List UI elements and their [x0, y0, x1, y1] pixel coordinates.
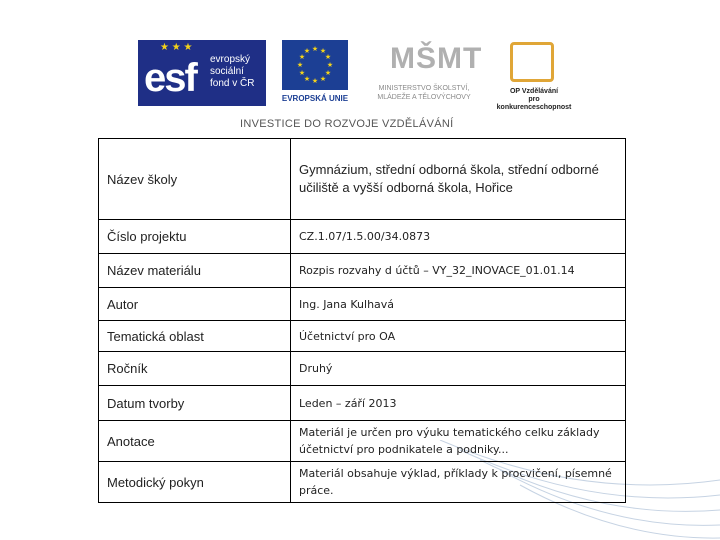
- svg-text:★: ★: [319, 75, 327, 83]
- info-table: [98, 138, 626, 503]
- svg-text:★: ★: [303, 47, 311, 55]
- table-row: [99, 288, 626, 321]
- star-icon: ★ ★ ★: [160, 42, 193, 53]
- svg-text:★: ★: [319, 47, 327, 55]
- banner-caption: INVESTICE DO ROZVOJE VZDĚLÁVÁNÍ: [240, 118, 454, 130]
- table-row: [99, 386, 626, 421]
- msmt-logo-mark: MŠMT: [390, 42, 483, 75]
- row-label: Tematická oblast: [99, 321, 291, 352]
- row-value: Druhý: [291, 352, 626, 386]
- svg-text:★: ★: [324, 69, 332, 77]
- row-value: Materiál obsahuje výklad, příklady k procvičení, písemné práce.: [291, 462, 626, 503]
- svg-text:★: ★: [303, 75, 311, 83]
- logo-banner: [136, 40, 586, 132]
- row-label: Datum tvorby: [99, 386, 291, 421]
- eu-stars-icon: [282, 40, 348, 90]
- row-value: Účetnictví pro OA: [291, 321, 626, 352]
- eu-logo-text: EVROPSKÁ UNIE: [281, 94, 349, 103]
- row-value: CZ.1.07/1.5.00/34.0873: [291, 220, 626, 254]
- row-label: Anotace: [99, 421, 291, 462]
- row-label: Název školy: [99, 139, 291, 220]
- svg-text:★: ★: [296, 61, 304, 69]
- op-logo-icon: [510, 42, 554, 82]
- row-value: Leden – září 2013: [291, 386, 626, 421]
- table-row: [99, 462, 626, 503]
- row-label: Název materiálu: [99, 254, 291, 288]
- row-label: Číslo projektu: [99, 220, 291, 254]
- row-label: Autor: [99, 288, 291, 321]
- svg-text:★: ★: [311, 77, 319, 85]
- table-row: [99, 352, 626, 386]
- svg-text:★: ★: [324, 53, 332, 61]
- row-value: Ing. Jana Kulhavá: [291, 288, 626, 321]
- table-row: [99, 139, 626, 220]
- svg-text:★: ★: [298, 53, 306, 61]
- op-logo: [496, 40, 572, 111]
- table-row: [99, 421, 626, 462]
- svg-text:★: ★: [311, 45, 319, 53]
- eu-logo: [282, 40, 348, 106]
- table-row: [99, 254, 626, 288]
- table-row: [99, 220, 626, 254]
- op-logo-text: OP Vzdělávání pro konkurenceschopnost: [496, 88, 572, 111]
- row-label: Metodický pokyn: [99, 462, 291, 503]
- row-value: Gymnázium, střední odborná škola, střední odborné učiliště a vyšší odborná škola, Hořice: [291, 139, 626, 220]
- esf-logo: [138, 40, 266, 106]
- svg-text:★: ★: [298, 69, 306, 77]
- msmt-logo: [368, 40, 483, 106]
- row-value: Rozpis rozvahy d účtů – VY_32_INOVACE_01.01.14: [291, 254, 626, 288]
- msmt-logo-text: MINISTERSTVO ŠKOLSTVÍ, MLÁDEŽE A TĚLOVÝCHOVY: [377, 85, 471, 101]
- svg-text:★: ★: [326, 61, 334, 69]
- esf-logo-text: evropský sociální fond v ČR: [210, 54, 255, 89]
- esf-logo-mark: esf: [144, 56, 196, 100]
- row-value: Materiál je určen pro výuku tematického celku základy účetnictví pro podnikatele a podniky...: [291, 421, 626, 462]
- table-row: [99, 321, 626, 352]
- row-label: Ročník: [99, 352, 291, 386]
